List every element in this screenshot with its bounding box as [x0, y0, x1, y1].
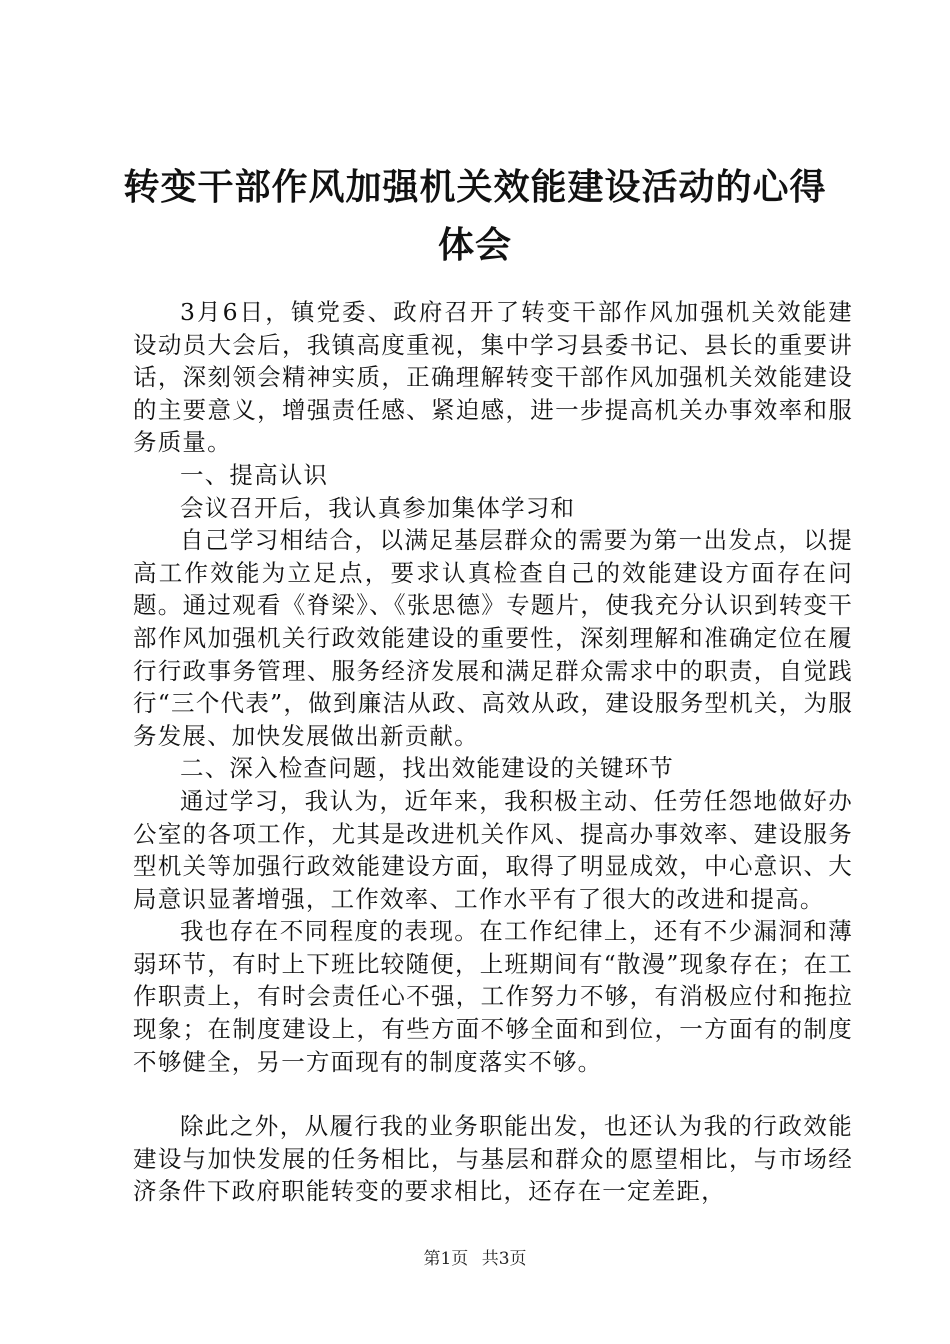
paragraph: 除此之外，从履行我的业务职能出发，也还认为我的行政效能建设与加快发展的任务相比，与基层和群众的愿望相比，与市场经济条件下政府职能转变的要求相比，还存在一定差距， [133, 1112, 853, 1206]
document-title: 转变干部作风加强机关效能建设活动的心得体会 [123, 166, 827, 266]
paragraph: 通过学习，我认为，近年来，我积极主动、任劳任怨地做好办公室的各项工作，尤其是改进机关作风、提高办事效率、建设服务型机关等加强行政效能建设方面，取得了明显成效，中心意识、大局意识显著增强，工作效率、工作水平有了很大的改进和提高。 [133, 786, 853, 913]
paragraph: 自己学习相结合，以满足基层群众的需要为第一出发点，以提高工作效能为立足点，要求认真检查自己的效能建设方面存在问题。通过观看《脊梁》、《张思德》专题片，使我充分认识到转变干部作风加强机关行政效能建设的重要性，深刻理解和准确定位在履行行政事务管理、服务经济发展和满足群众需求中的职责，自觉践行“三个代表”，做到廉洁从政、高效从政，建设服务型机关，为服务发展、加快发展做出新贡献。 [133, 526, 853, 750]
page-footer [0, 1244, 950, 1269]
page-number: 第1页 [423, 1249, 469, 1269]
paragraph-intro: 3月6日，镇党委、政府召开了转变干部作风加强机关效能建设动员大会后，我镇高度重视，集中学习县委书记、县长的重要讲话，深刻领会精神实质，正确理解转变干部作风加强机关效能建设的主要意义，增强责任感、紧迫感，进一步提高机关办事效率和服务质量。 [133, 298, 853, 457]
document-body [133, 296, 853, 1208]
section-heading-1: 一、提高认识 [180, 460, 329, 489]
paragraph: 会议召开后，我认真参加集体学习和 [180, 493, 576, 522]
page-total: 共3页 [481, 1249, 527, 1269]
paragraph: 我也存在不同程度的表现。在工作纪律上，还有不少漏洞和薄弱环节，有时上下班比较随便，上班期间有“散漫”现象存在；在工作职责上，有时会责任心不强，工作努力不够，有消极应付和拖拉现象；在制度建设上，有些方面不够全面和到位，一方面有的制度不够健全，另一方面现有的制度落实不够。 [133, 917, 853, 1076]
section-heading-2: 二、深入检查问题，找出效能建设的关键环节 [180, 754, 674, 783]
